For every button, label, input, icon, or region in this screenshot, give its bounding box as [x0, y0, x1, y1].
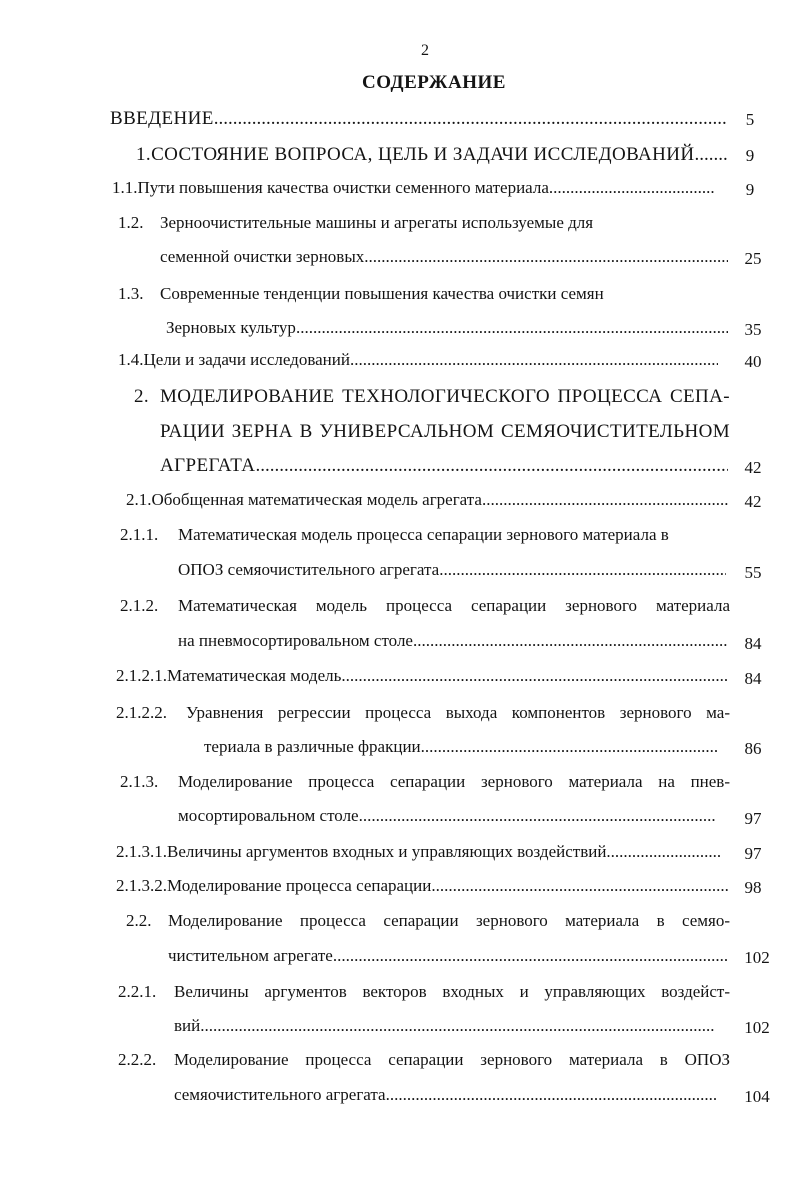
page-title: СОДЕРЖАНИЕ — [362, 72, 506, 93]
toc-entry-number: 2.1.3.1. — [116, 842, 167, 861]
toc-entry-title: Зерновых культур — [166, 318, 296, 337]
toc-entry-title: ВВЕДЕНИЕ — [110, 108, 214, 129]
toc-entry-2-2-2 — [118, 1050, 730, 1078]
toc-entry-2-2-1-cont — [174, 1016, 714, 1044]
toc-entry-2-1 — [126, 490, 728, 518]
toc-entry-title: СОСТОЯНИЕ ВОПРОСА, ЦЕЛЬ И ЗАДАЧИ ИССЛЕДОВАНИЙ — [151, 144, 695, 165]
toc-entry-title: Моделирование процесса сепарации зернового материала в семяо- — [168, 911, 730, 930]
leader-dots — [200, 1016, 714, 1036]
toc-entry-number: 2.1.3.2. — [116, 876, 167, 895]
toc-entry-title: Зерноочистительные машины и агрегаты используемые для — [160, 213, 594, 232]
toc-entry-number: 2.2.2. — [118, 1050, 157, 1069]
toc-entry-title: Моделирование процесса сепарации зернового материала в ОПОЗ — [174, 1050, 730, 1069]
toc-entry-2-1-3-1 — [116, 842, 720, 870]
toc-page: 97 — [744, 844, 762, 863]
toc-entry-number: 2.1.2.1. — [116, 666, 167, 685]
toc-entry-1-4 — [118, 350, 718, 378]
toc-entry-title: мосортировальном столе — [178, 806, 359, 825]
toc-page: 102 — [744, 948, 770, 967]
toc-page: 35 — [744, 320, 762, 339]
toc-entry-title: Уравнения регрессии процесса выхода компонентов зернового ма- — [186, 703, 730, 722]
toc-page: 55 — [744, 563, 762, 582]
leader-dots — [214, 108, 728, 130]
toc-page: 42 — [744, 492, 762, 511]
toc-entry-intro — [110, 108, 728, 136]
leader-dots — [341, 666, 728, 686]
toc-entry-title: Моделирование процесса сепарации — [167, 876, 432, 895]
toc-entry-2-1-1-cont — [178, 560, 726, 588]
toc-page: 25 — [744, 249, 762, 268]
toc-entry-title: АГРЕГАТА — [160, 455, 256, 476]
toc-page: 40 — [744, 352, 762, 371]
toc-entry-title: Цели и задачи исследований — [143, 350, 350, 369]
toc-entry-title: Моделирование процесса сепарации зернового материала на пнев- — [178, 772, 730, 791]
toc-entry-title: РАЦИИ ЗЕРНА В УНИВЕРСАЛЬНОМ СЕМЯОЧИСТИТЕЛЬНОМ — [160, 421, 730, 442]
toc-entry-number: 2.2. — [126, 911, 152, 930]
toc-entry-1-2-cont — [160, 247, 728, 275]
leader-dots — [364, 247, 728, 267]
toc-entry-2-1-2-2 — [116, 703, 730, 731]
toc-entry-title: Обобщенная математическая модель агрегата — [151, 490, 482, 509]
toc-entry-title: Величины аргументов входных и управляющих воздействий — [167, 842, 607, 861]
toc-entry-title: териала в различные фракции — [204, 737, 421, 756]
toc-entry-number: 2.2.1. — [118, 982, 157, 1001]
toc-entry-number: 1.1. — [112, 178, 138, 197]
toc-entry-title: чистительном агрегате — [168, 946, 333, 965]
toc-entry-number: 2.1. — [126, 490, 152, 509]
toc-entry-1-1 — [112, 178, 714, 206]
toc-entry-title: на пневмосортировальном столе — [178, 631, 413, 650]
leader-dots — [386, 1085, 718, 1105]
toc-entry-1-3-cont — [166, 318, 728, 346]
toc-entry-number: 1. — [136, 144, 152, 165]
leader-dots — [350, 350, 718, 370]
page-number: 2 — [421, 42, 429, 59]
toc-entry-title: Современные тенденции повышения качества очистки семян — [160, 284, 604, 303]
leader-dots — [606, 842, 720, 862]
toc-entry-number: 1.4. — [118, 350, 144, 369]
toc-entry-number: 1.3. — [118, 284, 144, 303]
toc-entry-title: Пути повышения качества очистки семенного материала — [137, 178, 549, 197]
toc-entry-number: 1.2. — [118, 213, 144, 232]
toc-entry-title: Математическая модель процесса сепарации зернового материала в — [178, 525, 669, 544]
toc-entry-title: Математическая модель — [167, 666, 342, 685]
toc-page: 5 — [745, 110, 755, 129]
toc-entry-2-2 — [126, 911, 730, 939]
toc-entry-1 — [136, 144, 728, 172]
toc-entry-2-1-2 — [120, 596, 730, 624]
toc-entry-2-1-3 — [120, 772, 730, 800]
toc-entry-title: семенной очистки зерновых — [160, 247, 365, 266]
toc-entry-number: 2. — [134, 386, 150, 407]
toc-entry-2-1-2-2-cont — [204, 737, 718, 765]
toc-page: 9 — [745, 146, 755, 165]
toc-entry-2-1-2-1 — [116, 666, 728, 694]
toc-entry-title: ОПОЗ семяочистительного агрегата — [178, 560, 440, 579]
toc-page: 86 — [744, 739, 762, 758]
leader-dots — [482, 490, 728, 510]
leader-dots — [431, 876, 728, 896]
toc-page: 84 — [744, 669, 762, 688]
toc-entry-title: Величины аргументов векторов входных и управляющих воздейст- — [174, 982, 730, 1001]
toc-entry-2-1-2-cont — [178, 631, 728, 659]
leader-dots — [255, 455, 728, 477]
toc-entry-2-2-2-cont — [174, 1085, 718, 1113]
leader-dots — [333, 946, 728, 966]
leader-dots — [549, 178, 714, 198]
toc-entry-title: семяочистительного агрегата — [174, 1085, 386, 1104]
toc-page: 97 — [744, 809, 762, 828]
leader-dots — [413, 631, 728, 651]
leader-dots — [359, 806, 716, 826]
leader-dots — [296, 318, 728, 338]
toc-entry-number: 2.1.2.2. — [116, 703, 167, 722]
toc-page: 104 — [744, 1087, 770, 1106]
toc-entry-title: МОДЕЛИРОВАНИЕ ТЕХНОЛОГИЧЕСКОГО ПРОЦЕССА СЕПА- — [160, 386, 730, 407]
toc-page: 102 — [744, 1018, 770, 1037]
toc-entry-number: 2.1.3. — [120, 772, 159, 791]
toc-page: 84 — [744, 634, 762, 653]
toc-page: 42 — [744, 458, 762, 477]
toc-entry-2-cont — [160, 421, 730, 449]
toc-entry-2-cont2 — [160, 455, 728, 483]
leader-dots — [439, 560, 726, 580]
toc-entry-title: Математическая модель процесса сепарации зернового материала — [178, 596, 730, 615]
toc-page: 9 — [745, 180, 755, 199]
toc-entry-title: вий — [174, 1016, 201, 1035]
toc-entry-1-3 — [118, 284, 738, 312]
toc-entry-number: 2.1.1. — [120, 525, 159, 544]
toc-page: 98 — [744, 878, 762, 897]
toc-entry-number: 2.1.2. — [120, 596, 159, 615]
toc-entry-2-2-1 — [118, 982, 730, 1010]
toc-entry-2-1-3-2 — [116, 876, 728, 904]
toc-entry-2-1-3-cont — [178, 806, 716, 834]
toc-entry-2 — [134, 386, 730, 414]
leader-dots — [694, 144, 728, 166]
toc-entry-2-1-1 — [120, 525, 740, 553]
toc-entry-2-2-cont — [168, 946, 728, 974]
toc-entry-1-2 — [118, 213, 738, 241]
leader-dots — [421, 737, 718, 757]
